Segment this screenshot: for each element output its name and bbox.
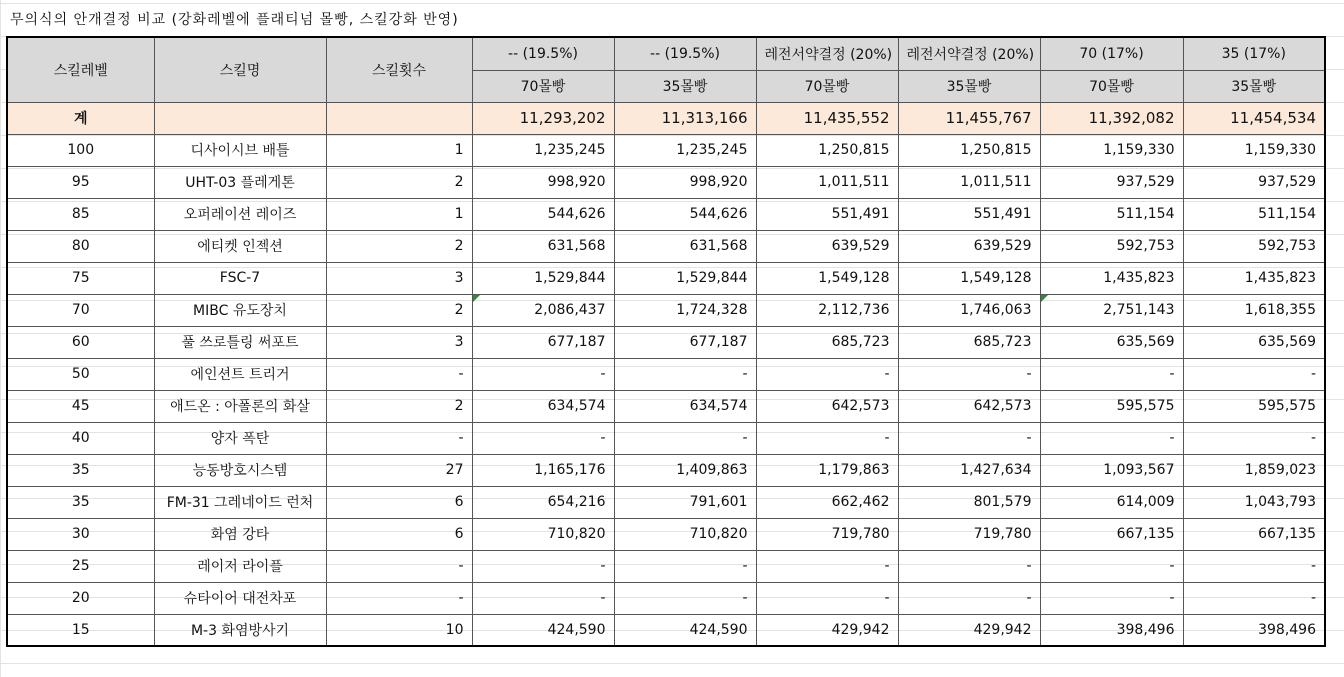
damage-value-cell[interactable]: 1,235,245 [614, 134, 756, 166]
damage-value-cell[interactable]: - [756, 358, 898, 390]
damage-value-cell[interactable]: - [472, 422, 614, 454]
damage-value-cell[interactable]: 1,043,793 [1183, 486, 1325, 518]
damage-value-cell[interactable]: - [1183, 550, 1325, 582]
damage-value-cell[interactable]: 2,751,143 [1040, 294, 1183, 326]
damage-value-cell[interactable]: 685,723 [756, 326, 898, 358]
total-value[interactable]: 11,293,202 [472, 102, 614, 134]
table-row [7, 518, 1325, 550]
damage-value-cell[interactable]: - [898, 358, 1040, 390]
damage-value-cell[interactable]: 2,112,736 [756, 294, 898, 326]
skill-level-cell[interactable]: 60 [7, 326, 154, 358]
skill-count-cell[interactable]: 2 [326, 230, 472, 262]
skill-count-cell[interactable]: - [326, 582, 472, 614]
table-row [7, 422, 1325, 454]
damage-value-cell[interactable]: - [756, 422, 898, 454]
skill-name-cell[interactable]: 에인션트 트리거 [154, 358, 326, 390]
skill-name-cell[interactable]: 오퍼레이션 레이즈 [154, 198, 326, 230]
damage-value-cell[interactable]: 791,601 [614, 486, 756, 518]
damage-value-cell[interactable]: - [1040, 422, 1183, 454]
skill-name-cell[interactable]: MIBC 유도장치 [154, 294, 326, 326]
damage-value-cell[interactable]: 398,496 [1040, 614, 1183, 646]
skill-level-cell[interactable]: 35 [7, 454, 154, 486]
header-group[interactable]: 70 (17%) [1040, 37, 1183, 70]
skill-name-cell[interactable]: 슈타이어 대전차포 [154, 582, 326, 614]
damage-value-cell[interactable]: 398,496 [1183, 614, 1325, 646]
skill-level-cell[interactable]: 15 [7, 614, 154, 646]
header-skill-level[interactable]: 스킬레벨 [7, 37, 154, 102]
table-row [7, 486, 1325, 518]
damage-value-cell[interactable]: - [756, 550, 898, 582]
damage-value-cell[interactable]: 1,427,634 [898, 454, 1040, 486]
damage-value-cell[interactable]: 677,187 [472, 326, 614, 358]
header-group[interactable]: 35 (17%) [1183, 37, 1325, 70]
damage-value-cell[interactable]: 595,575 [1040, 390, 1183, 422]
skill-level-cell[interactable]: 70 [7, 294, 154, 326]
damage-value-cell[interactable]: 424,590 [614, 614, 756, 646]
damage-value-cell[interactable]: 1,529,844 [472, 262, 614, 294]
header-sub[interactable]: 70몰빵 [472, 70, 614, 102]
skill-count-cell[interactable]: 1 [326, 134, 472, 166]
skill-level-cell[interactable]: 45 [7, 390, 154, 422]
skill-name-cell[interactable]: 능동방호시스템 [154, 454, 326, 486]
damage-value-cell[interactable]: 639,529 [898, 230, 1040, 262]
damage-value-cell[interactable]: - [614, 422, 756, 454]
skill-level-cell[interactable]: 25 [7, 550, 154, 582]
skill-name-cell[interactable]: 레이저 라이플 [154, 550, 326, 582]
damage-value-cell[interactable]: 1,093,567 [1040, 454, 1183, 486]
damage-value-cell[interactable]: 634,574 [614, 390, 756, 422]
table-row [7, 582, 1325, 614]
damage-value-cell[interactable]: 1,179,863 [756, 454, 898, 486]
damage-value-cell[interactable]: - [1040, 358, 1183, 390]
skill-level-cell[interactable]: 30 [7, 518, 154, 550]
damage-value-cell[interactable]: 710,820 [614, 518, 756, 550]
damage-value-cell[interactable]: 998,920 [472, 166, 614, 198]
damage-value-cell[interactable]: - [1040, 550, 1183, 582]
sheet-title: 무의식의 안개결정 비교 (강화레벨에 플래티넘 몰빵, 스킬강화 반영) [10, 12, 459, 28]
damage-value-cell[interactable]: 1,409,863 [614, 454, 756, 486]
skill-name-cell[interactable]: 화염 강타 [154, 518, 326, 550]
table-row [7, 358, 1325, 390]
table-row [7, 294, 1325, 326]
damage-value-cell[interactable]: - [1183, 422, 1325, 454]
damage-value-cell[interactable]: 1,859,023 [1183, 454, 1325, 486]
skill-count-cell[interactable]: 2 [326, 390, 472, 422]
damage-value-cell[interactable]: 592,753 [1183, 230, 1325, 262]
skill-name-cell[interactable]: 에티켓 인젝션 [154, 230, 326, 262]
damage-value-cell[interactable]: 937,529 [1183, 166, 1325, 198]
skill-count-cell[interactable]: 6 [326, 486, 472, 518]
header-sub[interactable]: 35몰빵 [1183, 70, 1325, 102]
damage-value-cell[interactable]: - [472, 582, 614, 614]
total-row [7, 102, 1325, 134]
damage-value-cell[interactable]: 2,086,437 [472, 294, 614, 326]
damage-value-cell[interactable]: 998,920 [614, 166, 756, 198]
damage-value-cell[interactable]: - [614, 582, 756, 614]
skill-level-cell[interactable]: 20 [7, 582, 154, 614]
skill-name-cell[interactable]: 애드온 : 아폴론의 화살 [154, 390, 326, 422]
damage-value-cell[interactable]: - [898, 550, 1040, 582]
damage-value-cell[interactable]: 544,626 [472, 198, 614, 230]
damage-value-cell[interactable]: 662,462 [756, 486, 898, 518]
total-count-cell[interactable] [326, 102, 472, 134]
damage-value-cell[interactable]: 1,435,823 [1040, 262, 1183, 294]
table-row [7, 262, 1325, 294]
skill-count-cell[interactable]: - [326, 358, 472, 390]
skill-name-cell[interactable]: 디사이시브 배틀 [154, 134, 326, 166]
table-row [7, 230, 1325, 262]
damage-value-cell[interactable]: 592,753 [1040, 230, 1183, 262]
damage-value-cell[interactable]: 614,009 [1040, 486, 1183, 518]
total-label[interactable]: 계 [7, 102, 154, 134]
skill-count-cell[interactable]: 2 [326, 294, 472, 326]
header-group[interactable]: -- (19.5%) [614, 37, 756, 70]
header-sub[interactable]: 35몰빵 [898, 70, 1040, 102]
header-group[interactable]: 레전서약결정 (20%) [898, 37, 1040, 70]
table-row [7, 550, 1325, 582]
total-value[interactable]: 11,454,534 [1183, 102, 1325, 134]
damage-value-cell[interactable]: - [614, 358, 756, 390]
damage-value-cell[interactable]: 1,011,511 [898, 166, 1040, 198]
damage-value-cell[interactable]: 631,568 [472, 230, 614, 262]
skill-level-cell[interactable]: 40 [7, 422, 154, 454]
damage-value-cell[interactable]: 511,154 [1040, 198, 1183, 230]
comparison-table [6, 36, 1326, 647]
skill-level-cell[interactable]: 95 [7, 166, 154, 198]
skill-level-cell[interactable]: 35 [7, 486, 154, 518]
skill-count-cell[interactable]: - [326, 422, 472, 454]
skill-count-cell[interactable]: - [326, 550, 472, 582]
skill-level-cell[interactable]: 100 [7, 134, 154, 166]
damage-value-cell[interactable]: 642,573 [898, 390, 1040, 422]
damage-value-cell[interactable]: 424,590 [472, 614, 614, 646]
damage-value-cell[interactable]: 1,159,330 [1183, 134, 1325, 166]
skill-name-cell[interactable]: FSC-7 [154, 262, 326, 294]
damage-value-cell[interactable]: 1,549,128 [756, 262, 898, 294]
damage-value-cell[interactable]: 667,135 [1040, 518, 1183, 550]
damage-value-cell[interactable]: 639,529 [756, 230, 898, 262]
header-group[interactable]: 레전서약결정 (20%) [756, 37, 898, 70]
total-value[interactable]: 11,313,166 [614, 102, 756, 134]
total-value[interactable]: 11,435,552 [756, 102, 898, 134]
total-value[interactable]: 11,392,082 [1040, 102, 1183, 134]
skill-count-cell[interactable]: 3 [326, 262, 472, 294]
damage-value-cell[interactable]: 667,135 [1183, 518, 1325, 550]
damage-value-cell[interactable]: 551,491 [898, 198, 1040, 230]
damage-value-cell[interactable]: 1,011,511 [756, 166, 898, 198]
table-row [7, 134, 1325, 166]
damage-value-cell[interactable]: 1,529,844 [614, 262, 756, 294]
damage-value-cell[interactable]: 429,942 [756, 614, 898, 646]
damage-value-cell[interactable]: 1,159,330 [1040, 134, 1183, 166]
damage-value-cell[interactable]: 511,154 [1183, 198, 1325, 230]
damage-value-cell[interactable]: 551,491 [756, 198, 898, 230]
damage-value-cell[interactable]: 1,165,176 [472, 454, 614, 486]
skill-name-cell[interactable]: M-3 화염방사기 [154, 614, 326, 646]
damage-value-cell[interactable]: - [614, 550, 756, 582]
skill-level-cell[interactable]: 75 [7, 262, 154, 294]
header-sub[interactable]: 35몰빵 [614, 70, 756, 102]
damage-value-cell[interactable]: - [1183, 358, 1325, 390]
header-skill-count[interactable]: 스킬횟수 [326, 37, 472, 102]
skill-name-cell[interactable]: FM-31 그레네이드 런처 [154, 486, 326, 518]
skill-name-cell[interactable]: UHT-03 플레게톤 [154, 166, 326, 198]
damage-value-cell[interactable]: 685,723 [898, 326, 1040, 358]
skill-level-cell[interactable]: 80 [7, 230, 154, 262]
skill-level-cell[interactable]: 85 [7, 198, 154, 230]
damage-value-cell[interactable]: 1,250,815 [756, 134, 898, 166]
damage-value-cell[interactable]: 1,618,355 [1183, 294, 1325, 326]
skill-count-cell[interactable]: 27 [326, 454, 472, 486]
damage-value-cell[interactable]: 595,575 [1183, 390, 1325, 422]
damage-value-cell[interactable]: 719,780 [756, 518, 898, 550]
damage-value-cell[interactable]: - [898, 582, 1040, 614]
table-row [7, 326, 1325, 358]
total-value[interactable]: 11,455,767 [898, 102, 1040, 134]
damage-value-cell[interactable]: 1,549,128 [898, 262, 1040, 294]
damage-value-cell[interactable]: 642,573 [756, 390, 898, 422]
damage-value-cell[interactable]: 719,780 [898, 518, 1040, 550]
header-sub[interactable]: 70몰빵 [1040, 70, 1183, 102]
damage-value-cell[interactable]: 634,574 [472, 390, 614, 422]
damage-value-cell[interactable]: 710,820 [472, 518, 614, 550]
damage-value-cell[interactable]: 635,569 [1183, 326, 1325, 358]
damage-value-cell[interactable]: - [472, 550, 614, 582]
damage-value-cell[interactable]: 631,568 [614, 230, 756, 262]
skill-name-cell[interactable]: 풀 쓰로틀링 써포트 [154, 326, 326, 358]
damage-value-cell[interactable]: - [898, 422, 1040, 454]
damage-value-cell[interactable]: 1,235,245 [472, 134, 614, 166]
damage-value-cell[interactable]: 1,746,063 [898, 294, 1040, 326]
header-sub[interactable]: 70몰빵 [756, 70, 898, 102]
total-name-cell[interactable] [154, 102, 326, 134]
table-row [7, 454, 1325, 486]
damage-value-cell[interactable]: 429,942 [898, 614, 1040, 646]
table-row [7, 166, 1325, 198]
damage-value-cell[interactable]: - [1040, 582, 1183, 614]
skill-count-cell[interactable]: 1 [326, 198, 472, 230]
table-row [7, 198, 1325, 230]
damage-value-cell[interactable]: 635,569 [1040, 326, 1183, 358]
damage-value-cell[interactable]: 937,529 [1040, 166, 1183, 198]
damage-value-cell[interactable]: 1,250,815 [898, 134, 1040, 166]
damage-value-cell[interactable]: 677,187 [614, 326, 756, 358]
header-skill-name[interactable]: 스킬명 [154, 37, 326, 102]
damage-value-cell[interactable]: - [756, 582, 898, 614]
table-row [7, 390, 1325, 422]
damage-value-cell[interactable]: 1,724,328 [614, 294, 756, 326]
table-row [7, 614, 1325, 646]
damage-value-cell[interactable]: - [472, 358, 614, 390]
skill-count-cell[interactable]: 2 [326, 166, 472, 198]
skill-level-cell[interactable]: 50 [7, 358, 154, 390]
header-group[interactable]: -- (19.5%) [472, 37, 614, 70]
skill-count-cell[interactable]: 6 [326, 518, 472, 550]
skill-count-cell[interactable]: 3 [326, 326, 472, 358]
skill-name-cell[interactable]: 양자 폭탄 [154, 422, 326, 454]
damage-value-cell[interactable]: 654,216 [472, 486, 614, 518]
skill-count-cell[interactable]: 10 [326, 614, 472, 646]
damage-value-cell[interactable]: 544,626 [614, 198, 756, 230]
damage-value-cell[interactable]: - [1183, 582, 1325, 614]
damage-value-cell[interactable]: 801,579 [898, 486, 1040, 518]
damage-value-cell[interactable]: 1,435,823 [1183, 262, 1325, 294]
